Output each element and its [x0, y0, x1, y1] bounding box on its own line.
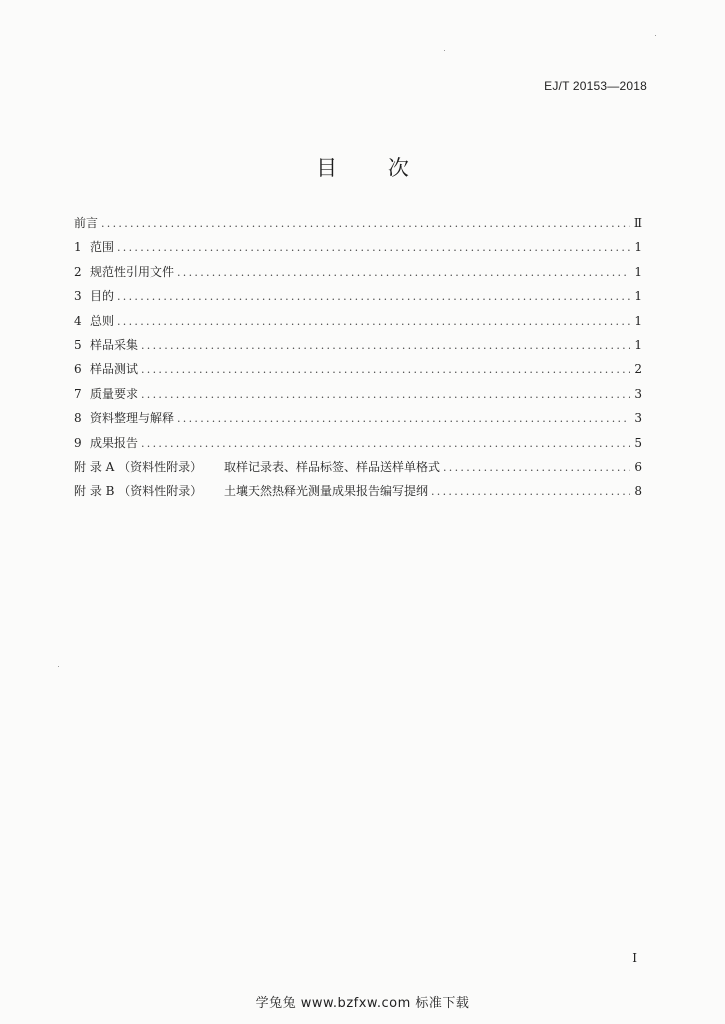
toc-entry-label: 总则: [90, 313, 115, 328]
toc-entry-number: 8: [74, 411, 82, 426]
toc-entry-appendix-b[interactable]: [74, 479, 642, 503]
toc-entry-sampling[interactable]: [74, 333, 642, 357]
scan-speck: [655, 35, 656, 36]
toc-entry-number: 7: [74, 386, 82, 401]
toc-leader-dots: [117, 285, 630, 309]
toc-entry-label: 取样记录表、样品标签、样品送样单格式: [224, 459, 441, 474]
toc-entry-quality-requirements[interactable]: [74, 382, 642, 406]
toc-entry-number: 6: [74, 362, 82, 377]
toc-entry-normative-references[interactable]: [74, 260, 642, 284]
toc-entry-foreword[interactable]: [74, 211, 642, 235]
toc-entry-label: 质量要求: [90, 386, 139, 401]
scan-speck: [444, 50, 445, 51]
toc-leader-dots: [443, 456, 630, 480]
toc-entry-page: 6: [634, 459, 642, 474]
toc-entry-label: 样品测试: [90, 362, 139, 377]
toc-entry-label: 样品采集: [90, 337, 139, 352]
toc-leader-dots: [431, 480, 630, 504]
toc-entry-number: 9: [74, 435, 82, 450]
toc-entry-page: Ⅱ: [633, 216, 642, 230]
appendix-heading: 附 录 B （资料性附录）: [74, 484, 203, 499]
standard-code: EJ/T 20153—2018: [544, 79, 647, 93]
toc-leader-dots: [141, 334, 630, 358]
toc-entry-label: 前言: [74, 216, 99, 230]
toc-entry-page: 2: [634, 362, 642, 377]
toc-leader-dots: [141, 383, 630, 407]
toc-entry-number: 4: [74, 313, 82, 328]
download-watermark: 学兔兔 www.bzfxw.com 标准下载: [255, 996, 470, 1011]
toc-entry-page: 3: [634, 411, 642, 426]
toc-entry-page: 1: [634, 337, 642, 352]
toc-entry-number: 1: [74, 240, 82, 255]
toc-entry-label: 资料整理与解释: [90, 411, 175, 426]
toc-entry-appendix-a[interactable]: [74, 455, 642, 479]
toc-entry-number: 5: [74, 337, 82, 352]
toc-entry-label: 成果报告: [90, 435, 139, 450]
toc-entry-page: 5: [634, 435, 642, 450]
toc-entry-page: 8: [634, 484, 642, 499]
toc-entry-purpose[interactable]: [74, 284, 642, 308]
toc-entry-number: 2: [74, 264, 82, 279]
toc-entry-results-report[interactable]: [74, 431, 642, 455]
toc-entry-label: 范围: [90, 240, 115, 255]
toc-entry-general[interactable]: [74, 309, 642, 333]
toc-leader-dots: [101, 212, 630, 236]
toc-entry-sample-testing[interactable]: [74, 357, 642, 381]
toc-leader-dots: [117, 310, 630, 334]
table-of-contents: [74, 211, 642, 504]
toc-entry-number: 3: [74, 289, 82, 304]
toc-leader-dots: [177, 407, 630, 431]
toc-entry-page: 1: [634, 289, 642, 304]
toc-entry-label: 土壤天然热释光测量成果报告编写提纲: [224, 484, 429, 499]
toc-entry-data-interpretation[interactable]: [74, 406, 642, 430]
toc-entry-page: 1: [634, 313, 642, 328]
toc-leader-dots: [141, 432, 630, 456]
toc-title: 目 次: [316, 156, 431, 180]
toc-entry-scope[interactable]: [74, 235, 642, 259]
toc-entry-label: 规范性引用文件: [90, 264, 175, 279]
toc-leader-dots: [141, 358, 630, 382]
scan-speck: [58, 666, 59, 667]
toc-entry-page: 1: [634, 264, 642, 279]
toc-entry-label: 目的: [90, 289, 115, 304]
appendix-heading: 附 录 A （资料性附录）: [74, 459, 203, 474]
toc-leader-dots: [177, 261, 630, 285]
toc-entry-page: 1: [634, 240, 642, 255]
toc-leader-dots: [117, 236, 630, 260]
page-number: I: [632, 951, 637, 965]
toc-entry-page: 3: [634, 386, 642, 401]
